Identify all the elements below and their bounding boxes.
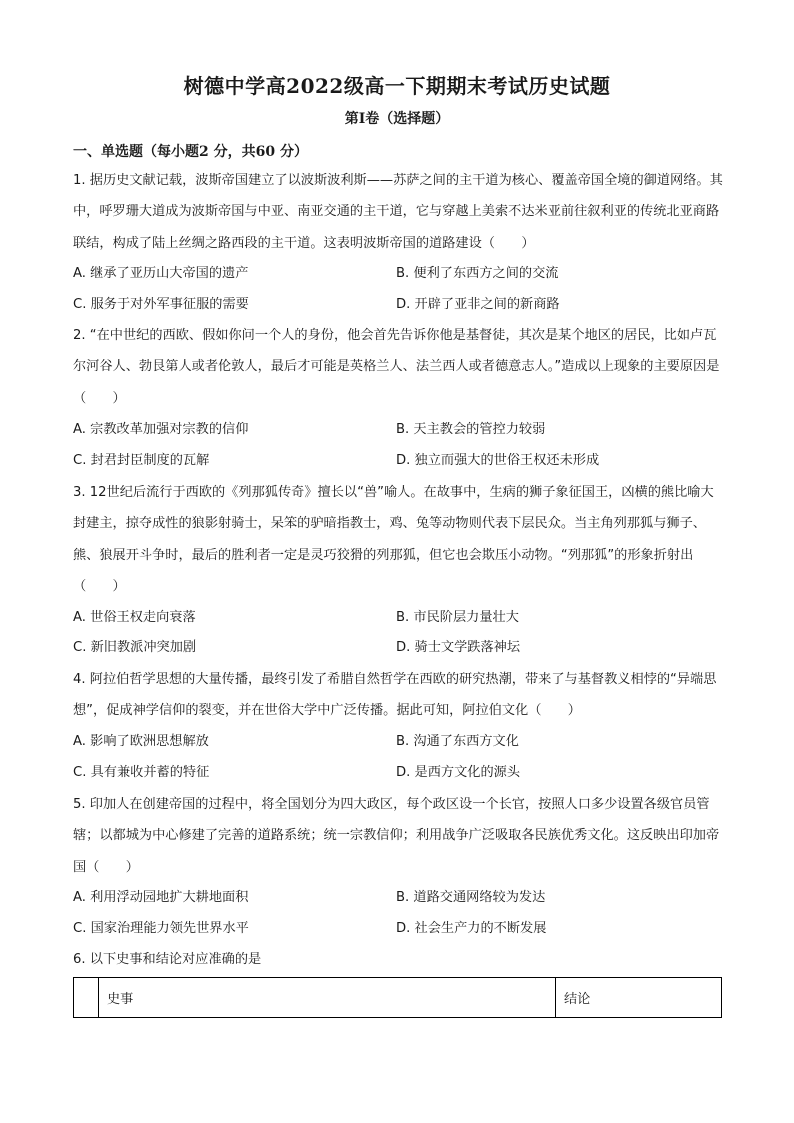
question-3-option-b: B. 市民阶层力量壮大 [396,610,519,625]
question-1-option-d: D. 开辟了亚非之间的新商路 [396,297,560,312]
question-5-option-a: A. 利用浮动园地扩大耕地面积 [73,890,249,905]
table-header-index [74,978,99,1018]
question-6-stem: 6. 以下史事和结论对应准确的是 [73,952,262,967]
question-6-table [73,977,722,1018]
question-4-option-a: A. 影响了欧洲思想解放 [73,734,209,749]
question-3-option-a: A. 世俗王权走向衰落 [73,610,196,625]
question-2-stem: 2. “在中世纪的西欧、假如你问一个人的身份，他会首先告诉你他是基督徒，其次是某个地区的居民，比如卢瓦尔河谷人、勃艮第人或者伦敦人，最后才可能是英格兰人、法兰西人或者德意志人。”造成以上现象的主要原因是（ ） [73,328,720,406]
question-1-option-c: C. 服务于对外军事征服的需要 [73,297,249,312]
question-2-option-c: C. 封君封臣制度的瓦解 [73,453,210,468]
question-5-option-d: D. 社会生产力的不断发展 [396,921,547,936]
question-5-stem: 5. 印加人在创建帝国的过程中，将全国划分为四大政区，每个政区设一个长官，按照人口多少设置各级官员管辖；以都城为中心修建了完善的道路系统；统一宗教信仰；利用战争广泛吸取各民族优秀文化。这反映出印加帝国（ ） [73,797,720,875]
question-4-option-c: C. 具有兼收并蓄的特征 [73,765,210,780]
question-2-option-d: D. 独立而强大的世俗王权还未形成 [396,453,600,468]
volume-subtitle: 第I卷（选择题） [344,111,450,127]
question-1-option-b: B. 便利了东西方之间的交流 [396,266,559,281]
question-3-option-c: C. 新旧教派冲突加剧 [73,640,197,655]
question-3-option-d: D. 骑士文学跌落神坛 [396,640,521,655]
section-heading: 一、单选题（每小题2 分，共60 分） [73,144,308,160]
question-1-stem: 1. 据历史文献记载，波斯帝国建立了以波斯波利斯——苏萨之间的主干道为核心、覆盖帝国全境的御道网络。其中，呼罗珊大道成为波斯帝国与中亚、南亚交通的主干道，它与穿越上美索不达米亚前往叙利亚的传统北亚商路联结，构成了陆上丝绸之路西段的主干道。这表明波斯帝国的道路建设（ ） [73,173,723,251]
exam-title: 树德中学高2022级高一下期期末考试历史试题 [183,74,611,98]
table-header-conclusion: 结论 [556,978,722,1018]
question-3-stem: 3. 12世纪后流行于西欧的《列那狐传奇》擅长以“兽”喻人。在故事中，生病的狮子象征国王，凶横的熊比喻大封建主，掠夺成性的狼影射骑士，呆笨的驴暗指教士，鸡、兔等动物则代表下层民众。当主角列那狐与狮子、熊、狼展开斗争时，最后的胜利者一定是灵巧狡猾的列那狐，但它也会欺压小动物。“列那狐”的形象折射出（ ） [73,485,714,594]
question-4-stem: 4. 阿拉伯哲学思想的大量传播，最终引发了希腊自然哲学在西欧的研究热潮，带来了与基督教义相悖的“异端思想”，促成神学信仰的裂变，并在世俗大学中广泛传播。据此可知，阿拉伯文化（ ） [73,672,717,719]
table-header-row [74,978,722,1018]
question-4-option-b: B. 沟通了东西方文化 [396,734,519,749]
question-2-option-a: A. 宗教改革加强对宗教的信仰 [73,422,249,437]
question-4-option-d: D. 是西方文化的源头 [396,765,521,780]
question-2-option-b: B. 天主教会的管控力较弱 [396,422,546,437]
question-5-option-c: C. 国家治理能力领先世界水平 [73,921,249,936]
question-5-option-b: B. 道路交通网络较为发达 [396,890,546,905]
table-header-event: 史事 [99,978,556,1018]
question-1-option-a: A. 继承了亚历山大帝国的遗产 [73,266,249,281]
